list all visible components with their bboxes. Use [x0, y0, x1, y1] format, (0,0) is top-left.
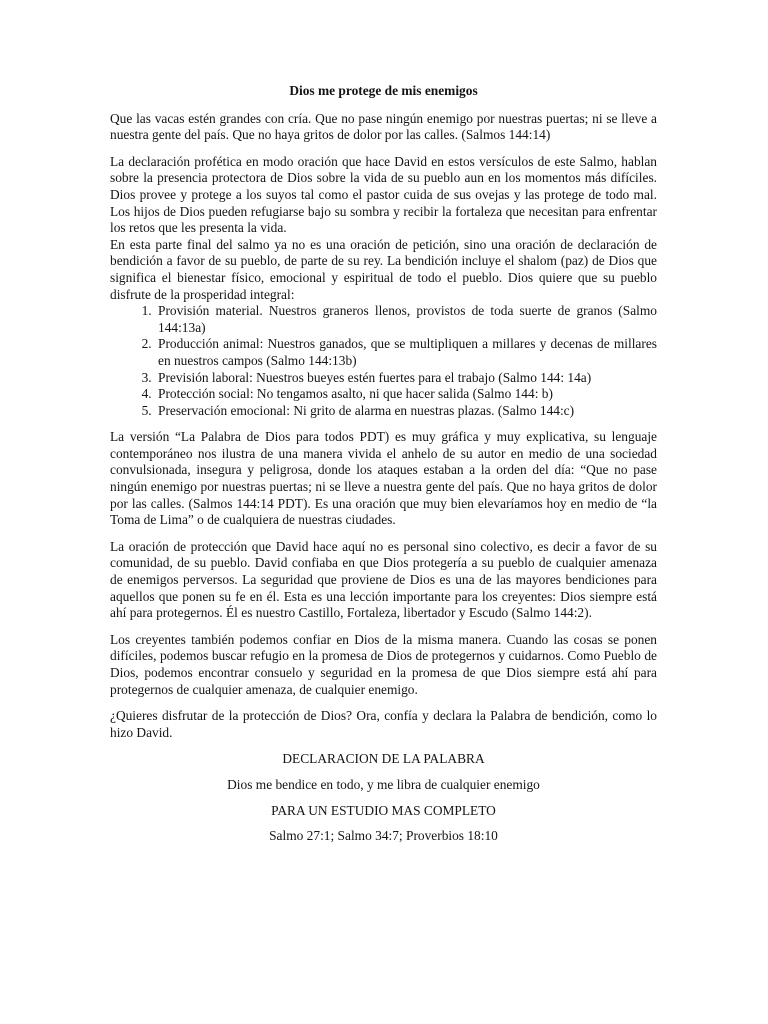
paragraph-1: La declaración profética en modo oración que hace David en estos versículos de este Salmo, hablan sobre la presencia protectora de Dios sobre la vida de su pueblo aun en los momentos más difíciles. Dios provee y protege a los suyos tal como el pastor cuida de sus ovejas y las protege de todo mal. Los hijos de Dios pueden refugiarse bajo su sombra y recibir la fortaleza que necesitan para enfrentar los retos que les presenta la vida.: [110, 153, 657, 236]
document-page: [110, 83, 657, 854]
paragraph-4: La oración de protección que David hace aquí no es personal sino colectivo, es decir a favor de su comunidad, de su pueblo. David confiaba en que Dios protegería a su pueblo de cualquier amenaza de enemigos perversos. La seguridad que proviene de Dios es una de las mayores bendiciones para aquellos que ponen su fe en él. Esta es una lección importante para los creyentes: Dios siempre está ahí para protegernos. Él es nuestro Castillo, Fortaleza, libertador y Escudo (Salmo 144:2).: [110, 538, 657, 621]
prosperity-list: [110, 303, 657, 419]
list-item: 1. Provisión material. Nuestros graneros llenos, provistos de toda suerte de granos (Salmo 144:13a): [155, 303, 657, 336]
paragraph-3: La versión “La Palabra de Dios para todos PDT) es muy gráfica y muy explicativa, su lenguaje contemporáneo nos ilustra de una manera vivida el anhelo de su autor en medio de una sociedad convulsionada, insegura y peligrosa, donde los ataques estaban a la orden del día: “Que no pase ningún enemigo por nuestras puertas; ni se lleve a nuestra gente del país. Que no haya gritos de dolor por las calles. (Salmos 144:14 PDT). Es una oración que muy bien elevaríamos hoy en medio de “la Toma de Lima” o de cualquiera de nuestras ciudades.: [110, 429, 657, 528]
list-item: 5. Preservación emocional: Ni grito de alarma en nuestras plazas. (Salmo 144:c): [155, 403, 657, 420]
paragraph-6: ¿Quieres disfrutar de la protección de Dios? Ora, confía y declara la Palabra de bendición, como lo hizo David.: [110, 708, 657, 740]
study-heading: PARA UN ESTUDIO MAS COMPLETO: [271, 802, 496, 818]
document-title: Dios me protege de mis enemigos: [289, 83, 478, 98]
intro-verse: Que las vacas estén grandes con cría. Que no pase ningún enemigo por nuestras puertas; ni se lleve a nuestra gente del país. Que no haya gritos de dolor por las calles. (Salmos 144:14): [110, 110, 657, 143]
list-item: 3. Previsión laboral: Nuestros bueyes estén fuertes para el trabajo (Salmo 144: 14a): [155, 370, 657, 387]
declaration-heading: DECLARACION DE LA PALABRA: [282, 751, 485, 767]
list-item: 2. Producción animal: Nuestros ganados, que se multipliquen a millares y decenas de millares en nuestros campos (Salmo 144:13b): [155, 336, 657, 369]
study-references: Salmo 27:1; Salmo 34:7; Proverbios 18:10: [269, 828, 498, 844]
paragraph-5: Los creyentes también podemos confiar en Dios de la misma manera. Cuando las cosas se ponen difíciles, podemos buscar refugio en la promesa de Dios de protegernos y cuidarnos. Como Pueblo de Dios, podemos encontrar consuelo y seguridad en la promesa de que Dios siempre está ahí para protegernos de cualquier amenaza, de cualquier enemigo.: [110, 631, 657, 697]
paragraph-2: En esta parte final del salmo ya no es una oración de petición, sino una oración de declaración de bendición a favor de su pueblo, de parte de su rey. La bendición incluye el shalom (paz) de Dios que significa el bienestar físico, emocional y espiritual de todo el pueblo. Dios quiere que su pueblo disfrute de la prosperidad integral:: [110, 236, 657, 302]
declaration-text: Dios me bendice en todo, y me libra de cualquier enemigo: [227, 776, 540, 792]
list-item: 4. Protección social: No tengamos asalto, ni que hacer salida (Salmo 144: b): [155, 386, 657, 403]
